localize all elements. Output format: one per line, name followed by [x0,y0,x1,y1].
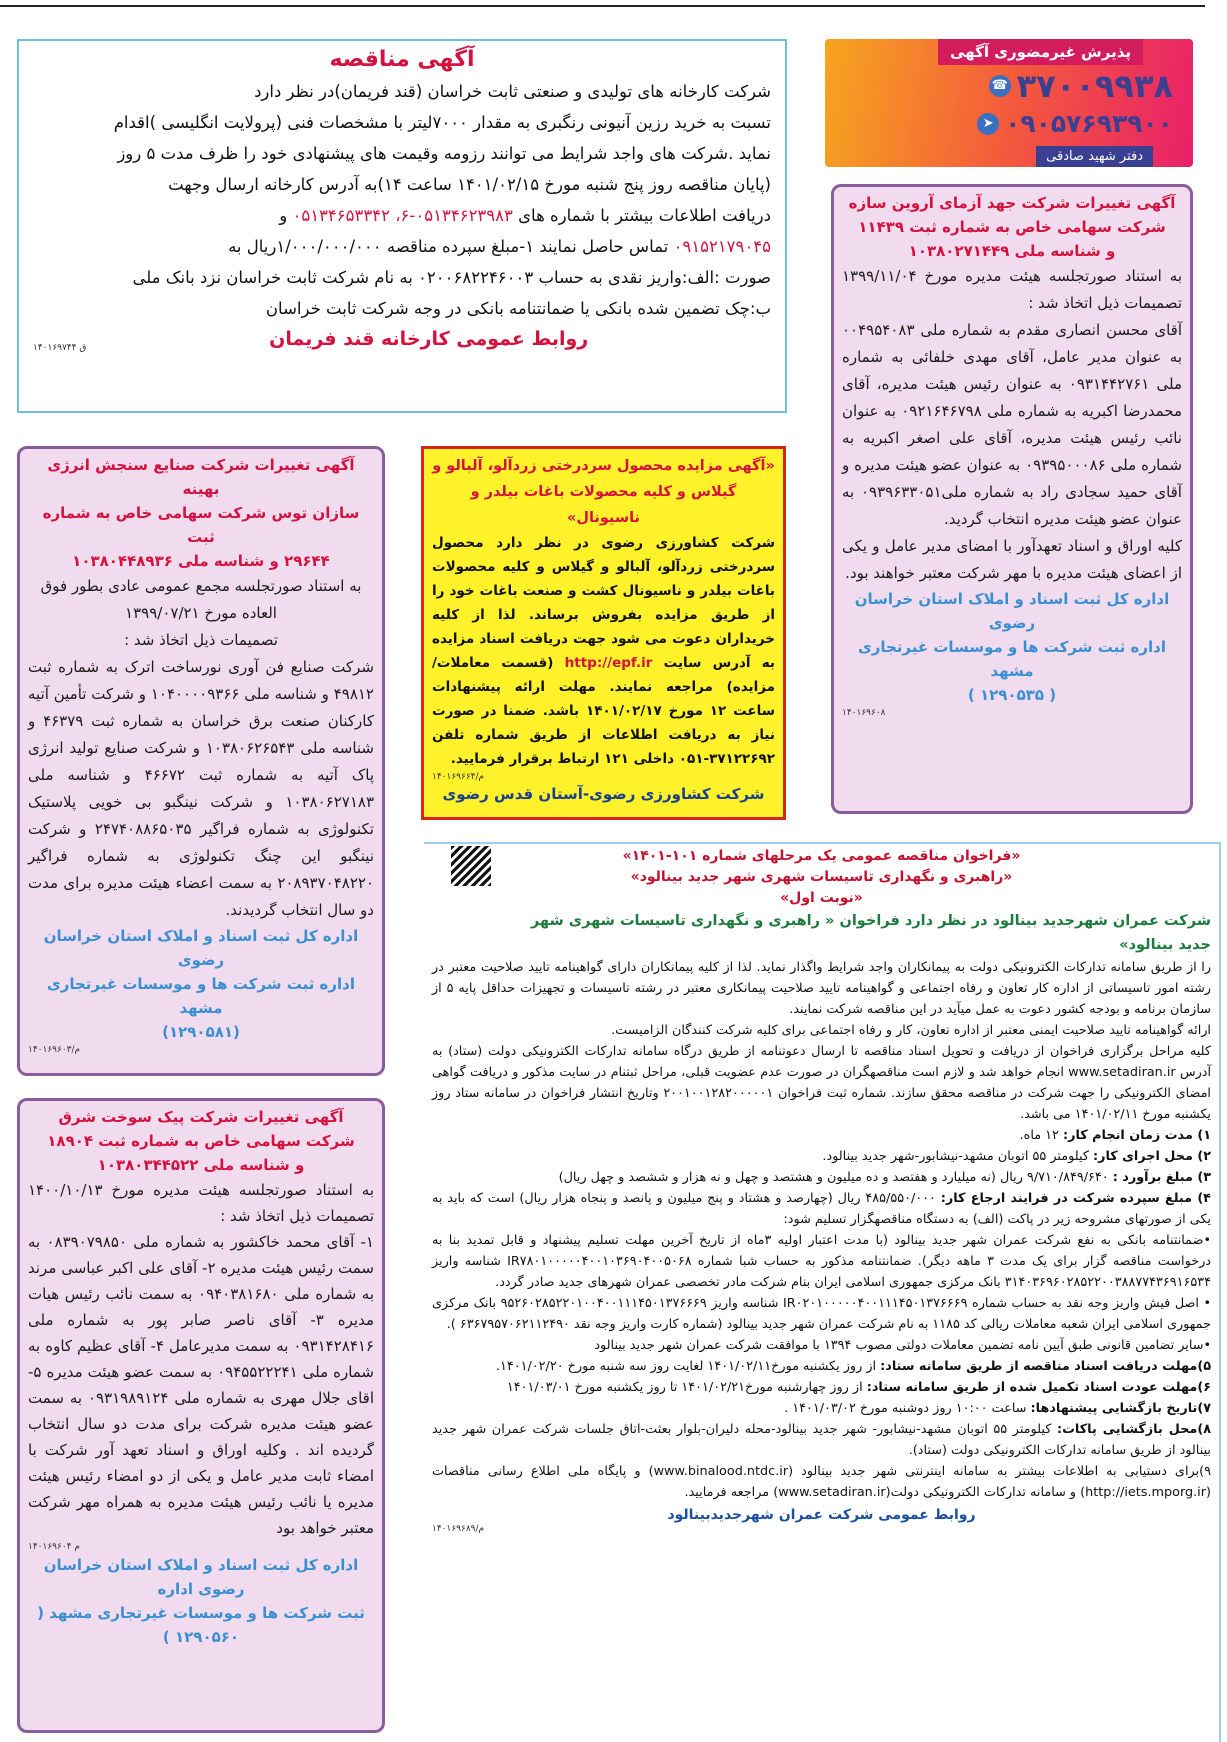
big-bullet: •سایر تضامین قانونی طبق آیین نامه تضمین معاملات دولتی مصوب ۱۳۹۴ با موافقت شرکت عمران شهر جدید بینالود [594,1338,1211,1353]
big-bullet: • اصل فیش واریز وجه نقد به حساب شماره IR۰۲۰۱۰۰۰۰۰۴۰۰۱۱۱۴۵۰۱۳۷۶۶۶۹ شناسه واریز ۹۵۲۶۰۲۸۵۲۲۰۱۰۰۴۰۰۱۱۱۴۵۰۱۳۷۶۶۶۹ بانک مرکزی جمهوری اسلامی ایران شعبه معاملات ریالی کد ۱۱۸۵ به نام شرکت عمران شهر جدید بینالود (شماره کارت واریز وجه نقد ۶۳۶۷۹۵۷۰۶۲۱۱۲۴۹۰ ). [432,1296,1212,1332]
big-item [432,1188,1211,1230]
big-title: «نوبت اول» [780,890,863,906]
ad-footer: اداره کل ثبت اسناد و املاک استان خراسان رضوی [854,590,1170,632]
ad-footer: اداره ثبت شرکت ها و موسسات غیرتجاری مشهد [46,975,356,1017]
tender-title: آگهی مناقصه [329,47,475,72]
tender-text: تماس حاصل نمایند ۱-مبلغ سپرده مناقصه ۱/۰۰۰/۰۰۰/۰۰۰ریال به [228,237,669,256]
tender-and: و [279,206,288,225]
ad-title: آگهی تغییرات شرکت جهد آزمای آروین سازه [848,194,1176,212]
big-paragraph: کلیه مراحل برگزاری فراخوان از دریافت و تحویل اسناد مناقصه تا ارسال دعوتنامه از طریق درگاه سامانه تدارکات الکترونیکی دولت (ستاد) به آدرس www.setadiran.ir انجام خواهد شد و لازم است مناقصهگران در صورت عدم عضویت قبلی، مراحل ثبتنام در سایت مذکور و دریافت گواهی امضای الکترونیکی را جهت شرکت در مناقصه محقق سازند. شماره ثبت فراخوان ۲۰۰۱۰۰۱۲۸۲۰۰۰۰۰۱ وتاریخ انتشار فراخوان در سامانه ستاد روز یکشنبه مورخ ۱۴۰۱/۰۲/۱۱ می باشد. [432,1044,1211,1122]
ad-paragraph [432,531,775,771]
banner-phone-number: ۳۷۰۰۹۹۳۸ [1016,67,1173,105]
item-label: ۲) محل اجرای کار: [1092,1149,1211,1164]
ad-title: و شناسه ملی ۱۰۳۸۰۲۷۱۴۴۹ [908,242,1116,260]
tender-line: (پایان مناقصه روز پنج شنبه مورخ ۱۴۰۱/۰۲/۱۵ ساعت ۱۴)به آدرس کارخانه ارسال وجهت [168,175,771,194]
binalood-logo [436,846,506,886]
item-text: ۴۸۵/۵۵۰/۰۰۰ ریال (چهارصد و هشتاد و پنج میلیون و پانصد و پنجاه هزار ریال) است که باید به یکی از صورتهای مشروحه زیر در پاکت (الف) به دستگاه مناقصهگزار تسلیم شود: [432,1191,1211,1227]
ad-banner [825,39,1193,167]
banner-telegram [977,109,1173,139]
ad-title: سازان توس شرکت سهامی خاص به شماره ثبت [42,504,360,546]
tender-line: شرکت کارخانه های تولیدی و صنعتی ثابت خراسان (قند فریمان)در نظر دارد [254,82,771,101]
ad-title: «آگهی مزایده محصول سردرختی زردآلو، آلبالو و گیلاس و کلیه محصولات باغات بیلدر و ناسیونال» [432,458,775,526]
ad-paragraph: کلیه اوراق و اسناد تعهدآور با امضای مدیر عامل و یکی از اعضای هیئت مدیره با مهر شرکت معتبر خواهند بود. [842,537,1182,582]
tender-line: نماید .شرکت های واجد شرایط می توانند رزومه وقیمت های پیشنهادی خود را ظرف مدت ۵ روز [117,144,771,163]
auction-site-link[interactable]: http://epf.ir [564,655,653,671]
ad-code: ۱۴۰۱۶۹۶۰۳/م [28,1045,81,1055]
item-text: از روز چهارشنبه مورخ۱۴۰۱/۰۲/۲۱ تا روز یکشنبه مورخ ۱۴۰۱/۰۳/۰۱ [506,1380,867,1395]
ad-code: ۱۴۰۱۶۹۶۶۴/م [432,772,485,782]
ad-title: آگهی تغییرات شرکت پیک سوخت شرق [58,1108,344,1126]
phone-icon: ☎ [989,75,1011,97]
tender-ad-binalood [424,842,1221,1742]
ad-title: آگهی تغییرات شرکت صنایع سنجش انرژی بهینه [47,456,355,498]
ad-text: (قسمت معاملات/ مزایده) مراجعه نمایند. مهلت ارائه پیشنهادات ساعت ۱۲ مورخ ۱۴۰۱/۰۲/۱۷ باشد. ضمنا در صورت نیاز به دریافت اطلاعات از طریق شماره تلفن ۳۷۱۲۲۶۹۲-۰۵۱ داخلی ۱۲۱ ارتباط برقرار فرمایید. [432,655,775,767]
ad-auction-razavi [421,446,786,820]
big-item [432,1146,1211,1167]
item-text: ۹)برای دستیابی به اطلاعات بیشتر به سامانه اینترنتی شهر جدید بینالود (www.binalood.ntdc.ir) و پایگاه ملی اطلاع رسانی مناقصات (http://iets.mporg.ir) و سامانه تدارکات الکترونیکی دولت(www.setadiran.ir) مراجعه فرمایید. [432,1464,1211,1500]
big-item [432,1356,1211,1377]
ad-jahd-azma-arvin [831,184,1193,814]
big-item [432,1377,1211,1398]
item-label: ۴) مبلغ سپرده شرکت در فرایند ارجاع کار: [940,1191,1211,1206]
ad-code: ۱۴۰۱۶۹۶۸۹/م [432,1524,485,1534]
big-item [432,1167,1211,1188]
ad-paragraph: به استناد صورتجلسه هیئت مدیره مورخ ۱۳۹۹/۱۱/۰۴ تصمیمات ذیل اتخاذ شد : [842,267,1182,312]
banner-phone [989,67,1173,105]
item-label: ۳) مبلغ برآورد : [1112,1170,1211,1185]
top-rule [0,5,1205,7]
item-text: کیلومتر ۵۵ اتوبان مشهد-نیشابور- شهر جدید بینالود-محله دلیران-بلوار بعثت-اتاق جلسات شرکت عمران شهر جدید بینالود از طریق سامانه تدارکات الکترونیکی دولت (ستاد). [432,1422,1211,1458]
ad-footer: ثبت شرکت ها و موسسات غیرتجاری مشهد ( ۱۲۹۰۵۶۰ ) [37,1604,365,1646]
tender-ad-qand-fariman [17,39,787,413]
item-label: ۵)مهلت دریافت اسناد مناقصه از طریق سامانه ستاد: [880,1359,1211,1374]
ad-code: ۱۴۰۱۶۹۷۴۴ ق [33,343,87,353]
item-text: ۱۲ ماه. [1019,1128,1063,1143]
tender-line: صورت :الف:واریز نقدی به حساب ۰۲۰۰۶۸۲۲۴۶۰۰۳ به نام شرکت ثابت خراسان نزد بانک ملی [132,268,771,287]
big-item [432,1125,1211,1146]
tender-phones: ۰۵۱۳۴۶۲۳۹۸۳-۶، ۰۵۱۳۴۶۵۳۳۴۲ [292,206,513,225]
ad-title: شرکت سهامی خاص به شماره ثبت ۱۱۴۳۹ [858,218,1166,236]
banner-office: دفتر شهید صادقی [1036,146,1153,167]
ad-paragraph: آقای محسن انصاری مقدم به شماره ملی ۰۰۴۹۵۴۰۸۳ به عنوان مدیر عامل، آقای مهدی خلفائی به شماره ملی ۰۹۳۱۴۴۲۷۶۱ به عنوان رئیس هیئت مدیره، آقای محمدرضا اکبریه به شماره ملی ۰۹۲۱۶۴۶۷۹۸ به عنوان نائب رئیس هیئت مدیره، آقای علی اصغر اکبریه به شماره ملی ۰۹۳۹۵۰۰۰۸۶ به عنوان عضو هیئت مدیره و آقای حمید سجادی راد به شماره ملی۰۹۳۹۶۳۳۰۵۱ به عنوان عضو هیئت مدیره انتخاب گردید. [842,321,1182,528]
big-bullet: •ضمانتنامه بانکی به نفع شرکت عمران شهر جدید بینالود (با مدت اعتبار اولیه ۳ماه از تاریخ آخرین مهلت تسلیم پیشنهاد و قابل تمدید بنا به درخواست مناقصه گزار برای یک مدت ۳ ماهه دیگر). ضمانتنامه مذکور به حساب شبا شماره IR۷۸۰۱۰۰۰۰۰۴۰۰۱۰۳۶۹۰۴۰۰۵۰۶۸ شناسه واریز ۳۱۴۰۳۶۹۶۰۲۸۵۲۲۰۰۳۸۸۷۷۴۳۶۹۱۶۵۳۴ بانک مرکزی جمهوری اسلامی ایران بنام شرکت مادر تخصصی عمران شهرهای جدید صادر گردد. [432,1233,1211,1290]
telegram-icon: ➤ [977,113,999,135]
big-item [432,1461,1211,1503]
tender-line: تسبت به خرید رزین آنیونی رنگبری به مقدار ۷۰۰۰لیتر با مشخصات فنی (پرولایت انگلیسی )اقدام [113,113,771,132]
tender-line: ب:چک تضمین شده بانکی یا ضمانتنامه بانکی در وجه شرکت ثابت خراسان [265,299,771,318]
ad-code: ۱۴۰۱۶۹۶۰۴ م [28,1542,80,1552]
ad-footer: شرکت کشاورزی رضوی-آستان قدس رضوی [442,785,765,803]
big-item [432,1398,1211,1419]
tender-mobile: ۰۹۱۵۲۱۷۹۰۴۵ [673,237,771,256]
item-label: ۶)مهلت عودت اسناد تکمیل شده از طریق سامانه ستاد: [866,1380,1211,1395]
big-paragraph: را از طریق سامانه تدارکات الکترونیکی دولت به پیمانکاران واجد شرایط واگذار نماید. لذا از کلیه پیمانکاران دارای گواهینامه تایید صلاحیت معتبر در رشته امور تاسیساتی از اداره کار تعاون و رفاه اجتماعی و گواهینامه تایید صلاحیت پیمانکاری معتبر در رشته تاسیسات و تجهیزات حداقل پایه ۵ از سازمان برنامه و بودجه کشور دعوت به عمل میآید در این مناقصه شرکت نمایند. [432,960,1211,1017]
big-paragraph: ارائه گواهینامه تایید صلاحیت ایمنی معتبر از اداره تعاون، کار و رفاه اجتماعی برای کلیه شرکت کنندگان الزامیست. [611,1023,1211,1038]
big-title: «راهبری و نگهداری تاسیسات شهری شهر جدید بینالود» [630,869,1013,885]
ad-peyk-sookht-shargh [17,1098,385,1733]
ad-text: شرکت کشاورزی رضوی در نظر دارد محصول سردرختی زردآلو، آلبالو و گیلاس و کلیه محصولات باغات بیلدر و ناسیونال کشت و صنعت باغات خود را از طریق مزایده بفروش برساند. لذا از کلیه خریداران دعوت می شود جهت دریافت اسناد مزایده به آدرس سایت [432,535,775,671]
item-text: ساعت ۱۰:۰۰ روز دوشنبه مورخ ۱۴۰۱/۰۳/۰۲ . [784,1401,1031,1416]
big-footer: روابط عمومی شرکت عمران شهرجدیدبینالود [667,1507,976,1523]
ad-paragraph: تصمیمات ذیل اتخاذ شد : [124,631,278,649]
ad-footer: اداره کل ثبت اسناد و املاک استان خراسان رضوی اداره [43,1556,359,1598]
ad-sanjesh-energy [17,446,385,1076]
tender-signature: روابط عمومی کارخانه قند فریمان [269,328,589,350]
item-label: ۷)تاریخ بازگشایی پیشنهادها: [1030,1401,1211,1416]
big-item [432,1419,1211,1461]
ad-title: شرکت سهامی خاص به شماره ثبت ۱۸۹۰۴ [47,1132,355,1150]
big-title: «فراخوان مناقصه عمومی یک مرحلهای شماره ۱۰۱-۱۴۰۱» [622,848,1021,864]
ad-paragraph: ۱- آقای محمد خاکشور به شماره ملی ۰۸۳۹۰۷۹۸۵۰ به سمت رئیس هیئت مدیره ۲- آقای علی اکبر عباسی مرند به شماره ملی ۰۹۴۰۳۸۱۶۸۰ به سمت نائب رئیس هیات مدیره ۳- آقای ناصر صابر پور به شماره ملی ۰۹۳۱۴۲۸۴۱۶ به سمت مدیرعامل ۴- آقای عظیم کاوه به شماره ملی ۰۹۴۵۵۲۲۲۴۱ به سمت عضو هیئت مدیره ۵- اقای جلال مهری به شماره ملی ۰۹۳۱۹۸۹۱۲۴ به سمت عضو هیئت مدیره شرکت برای مدت دو سال انتخاب گردیده اند . وکلیه اوراق و اسناد تعهد آور شرکت با امضاء ثابت مدیر عامل و یکی از دو امضاء رئیس هیئت مدیره یا نائب رئیس هیئت مدیره به همراه مهر شرکت معتبر خواهد بود [28,1233,375,1537]
banner-heading: پذیرش غیرمضوری آگهی [938,39,1143,65]
item-text: ۹/۷۱۰/۸۴۹/۶۴۰ ریال (نه میلیارد و هفتصد و ده میلیون و هشتصد و چهل و نه هزار و ششصد و چهل ریال) [558,1170,1113,1185]
tender-sign-row [33,324,771,354]
logo-mark-icon [451,846,491,886]
ad-title: و شناسه ملی ۱۰۳۸۰۳۴۴۵۲۲ [97,1156,305,1174]
item-text: از روز یکشنبه مورخ۱۴۰۱/۰۲/۱۱ لغایت روز سه شنبه مورخ ۱۴۰۱/۰۲/۲۰. [495,1359,881,1374]
item-label: ۱) مدت زمان انجام کار: [1062,1128,1211,1143]
ad-title: ۲۹۶۴۴ و شناسه ملی ۱۰۳۸۰۴۴۸۹۳۶ [72,552,330,570]
banner-telegram-number: ۰۹۰۵۷۶۹۳۹۰۰ [1005,109,1173,138]
ad-footer: اداره کل ثبت اسناد و املاک استان خراسان رضوی [43,927,359,969]
item-label: ۸)محل بازگشایی پاکات: [1056,1422,1211,1437]
tender-line [33,200,771,231]
tender-text: دریافت اطلاعات بیشتر با شماره های [518,206,771,225]
ad-footer: ( ۱۲۹۰۵۳۵ ) [967,686,1057,704]
ad-paragraph: شرکت صنایع فن آوری نورساخت اترک به شماره ثبت ۴۹۸۱۲ و شناسه ملی ۱۰۴۰۰۰۰۹۳۶۶ و شرکت تأمین آتیه کارکنان صنعت برق خراسان به شماره ثبت ۴۶۳۷۹ و شناسه ملی ۱۰۳۸۰۶۲۶۵۴۳ و شرکت صنایع تولید انرژی پاک آتیه به شماره ثبت ۴۶۶۷۲ و شناسه ملی ۱۰۳۸۰۶۲۷۱۸۳ و شرکت نینگبو بی خویی پلاستیک تکنولوژی به شماره فراگیر ۲۴۷۴۰۸۸۶۵۰۳۵ و شرکت نینگبو این چنگ تکنولوژی به شماره فراگیر ۲۰۸۹۳۷۰۴۸۲۲۰ به سمت اعضاء هیئت مدیره برای مدت دو سال انتخاب گردیدند. [28,658,375,919]
tender-line [33,231,771,262]
ad-code: ۱۴۰۱۶۹۶۰۸ [842,708,886,718]
ad-footer: اداره ثبت شرکت ها و موسسات غیرتجاری مشهد [857,638,1167,680]
item-text: کیلومتر ۵۵ اتوبان مشهد-نیشابور-شهر جدید بینالود. [822,1149,1093,1164]
big-lead: شرکت عمران شهرجدید بینالود در نظر دارد فراخوان « راهبری و نگهداری تاسیسات شهری شهر جدید بینالود» [530,913,1211,953]
ad-paragraph: به استناد صورتجلسه هیئت مدیره مورخ ۱۴۰۰/۱۰/۱۳ تصمیمات ذیل اتخاذ شد : [28,1181,374,1225]
ad-footer: (۱۲۹۰۵۸۱) [162,1023,240,1041]
ad-paragraph: به استناد صورتجلسه مجمع عمومی عادی بطور فوق العاده مورخ ۱۳۹۹/۰۷/۲۱ [40,577,362,622]
